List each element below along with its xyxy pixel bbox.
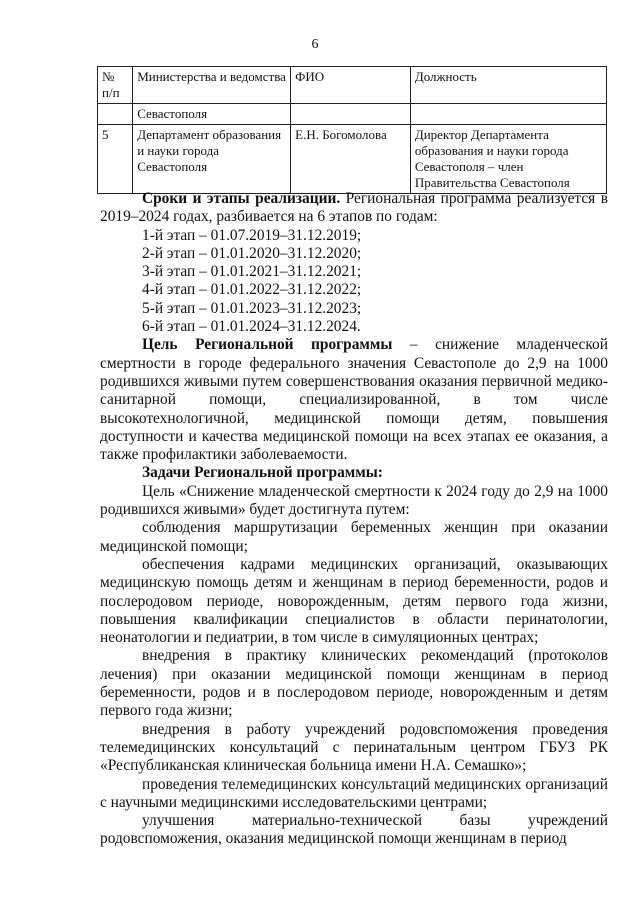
document-body [100, 190, 608, 849]
page-number: 6 [311, 37, 319, 52]
stage-item: 6-й этап – 01.01.2024–31.12.2024. [142, 318, 361, 336]
stage-item: 3-й этап – 01.01.2021–31.12.2021; [142, 263, 362, 281]
stage-item: 5-й этап – 01.01.2023–31.12.2023; [142, 299, 362, 317]
table-header-row [98, 67, 607, 104]
table-row [98, 125, 607, 194]
task-item: внедрения в работу учреждений родовспоможения проведения телемедицинских консультаций с перинатальным центром ГБУЗ РК «Республиканская клиническая больница имени Н.А. Семашко»; [100, 720, 608, 775]
header-ministry: Министерства и ведомства [133, 67, 291, 104]
goal-heading: Цель Региональной программы [142, 336, 393, 354]
goal-paragraph [100, 336, 608, 464]
tasks-intro: Цель «Снижение младенческой смертности к 2024 году до 2,9 на 1000 родившихся живыми» будет достигнута путем: [100, 482, 608, 519]
task-item: внедрения в практику клинических рекомендаций (протоколов лечения) при оказании медицинской помощи женщинам в период беременности, родов и в послеродовом периоде, новорожденным и детям первого года жизни; [100, 647, 608, 720]
task-item: улучшения материально-технической базы учреждений родовспоможения, оказания медицинской помощи женщинам в период [100, 812, 608, 848]
table-row-continuation [98, 104, 607, 125]
task-item: соблюдения маршрутизации беременных женщин при оказании медицинской помощи; [100, 519, 608, 555]
goal-text: – снижение младенческой смертности в городе федерального значения Севастополе до 2,9 на 1000 родившихся живыми путем совершенствования оказания первичной медико-санитарной помощи, специализированной, в том числе высокотехнологичной, медицинской помощи детям, повышения доступности и качества медицинской помощи на всех этапах ее оказания, а также профилактики заболеваемости. [100, 336, 608, 464]
stage-item: 2-й этап – 01.01.2020–31.12.2020; [142, 244, 362, 262]
task-item: проведения телемедицинских консультаций медицинских организаций с научными медицинскими исследовательскими центрами; [100, 775, 608, 811]
task-item: обеспечения кадрами медицинских организаций, оказывающих медицинскую помощь детям и женщинам в период беременности, родов и послеродовом периоде, новорожденным, детям первого года жизни, повышения квалификации специалистов в области перинатологии, неонатологии и педиатрии, в том числе в симуляционных центрах; [100, 555, 608, 647]
stage-item: 4-й этап – 01.01.2022–31.12.2022; [142, 281, 362, 299]
terms-text: Региональная программа реализуется в 2019–2024 годах, разбивается на 6 этапов по годам: [100, 190, 608, 226]
table-cell [98, 104, 133, 125]
header-position: Должность [410, 67, 606, 104]
row-fio: Е.Н. Богомолова [291, 125, 411, 194]
tasks-heading-paragraph [100, 464, 608, 482]
table-cell [291, 104, 411, 125]
officials-table [97, 66, 607, 194]
stage-item: 1-й этап – 01.07.2019–31.12.2019; [142, 226, 362, 244]
row-position: Директор Департамента образования и науки города Севастополя – член Правительства Севастополя [410, 125, 606, 194]
header-number: № п/п [98, 67, 133, 104]
terms-paragraph [100, 190, 608, 227]
terms-heading: Сроки и этапы реализации. [142, 190, 341, 207]
table-cell-continuation: Севастополя [133, 104, 291, 125]
header-fio: ФИО [291, 67, 411, 104]
table-cell [410, 104, 606, 125]
row-number: 5 [98, 125, 133, 194]
row-ministry: Департамент образования и науки города Севастополя [133, 125, 291, 194]
tasks-heading: Задачи Региональной программы: [142, 464, 383, 482]
